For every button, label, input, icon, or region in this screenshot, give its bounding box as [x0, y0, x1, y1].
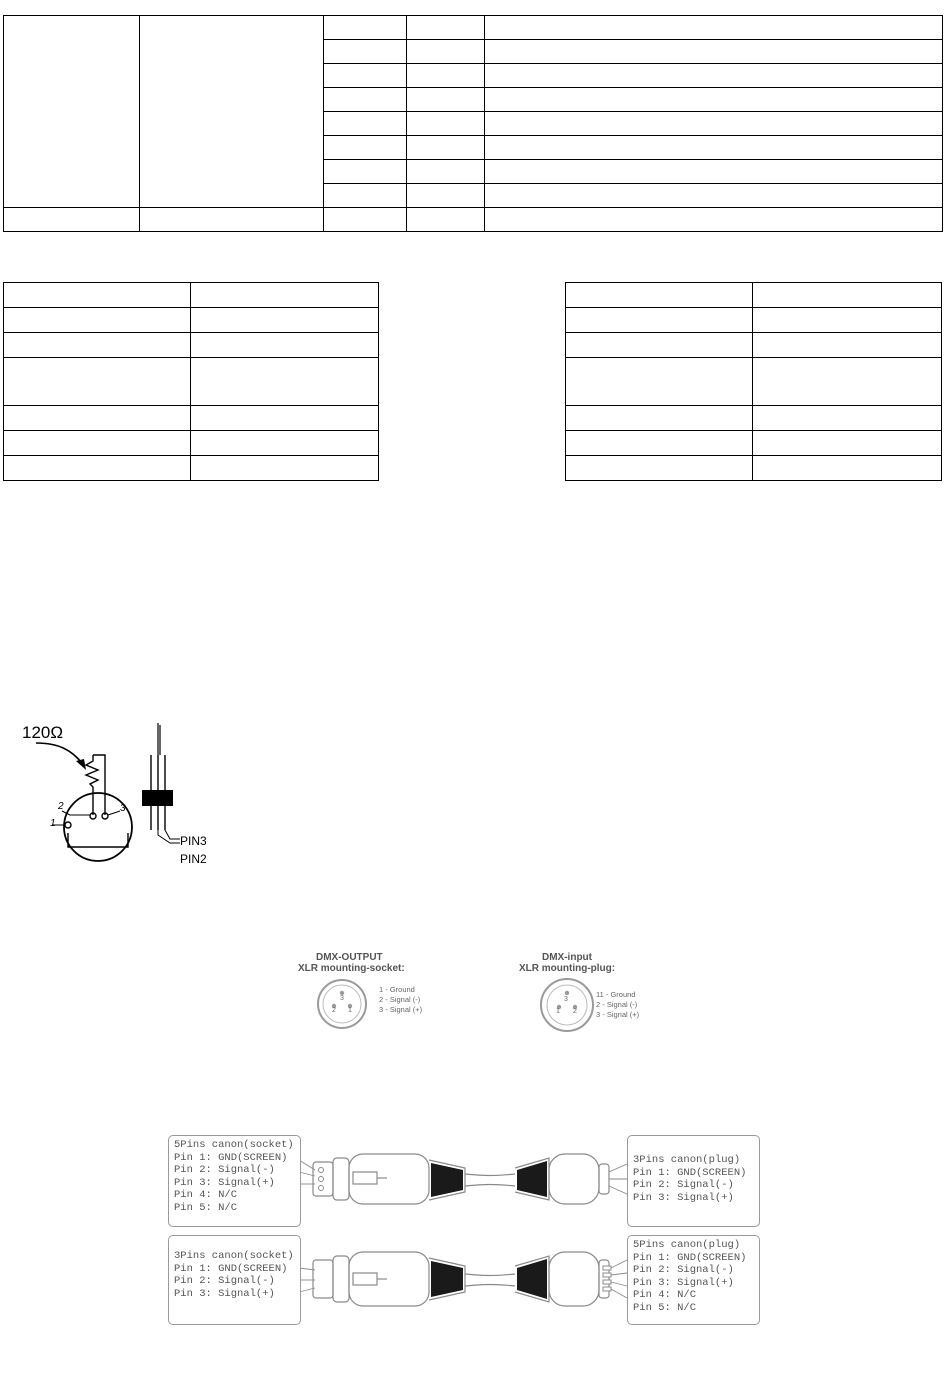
- table-cell: [140, 208, 324, 232]
- dmx-input-title: DMX-input: [542, 952, 592, 963]
- table-row: [566, 308, 942, 333]
- table-cell: [485, 184, 943, 208]
- table-cell: [485, 16, 943, 40]
- table-cell: [566, 308, 753, 333]
- table-row: [4, 208, 943, 232]
- table-cell: [407, 40, 485, 64]
- table-cell: [407, 64, 485, 88]
- cable-label-line: Pin 1: GND(SCREEN): [633, 1251, 747, 1264]
- table-cell: [485, 136, 943, 160]
- output-pin-number: 3: [340, 995, 344, 1002]
- table-cell: [324, 184, 407, 208]
- table-row: [4, 16, 943, 40]
- table-row: [4, 431, 379, 456]
- left-table: [3, 282, 379, 481]
- cable-label-line: Pin 3: Signal(+): [174, 1287, 275, 1300]
- output-pin-number: 1: [348, 1007, 352, 1014]
- table-cell: [324, 16, 407, 40]
- channel-table: [3, 15, 943, 232]
- output-pin-number: 2: [332, 1007, 336, 1014]
- table-cell: [324, 40, 407, 64]
- cable-label-line: 5Pins canon(socket): [174, 1139, 294, 1151]
- cable-label-line: 3Pins canon(socket): [174, 1250, 294, 1262]
- table-cell: [407, 112, 485, 136]
- pin-3-label: 3: [120, 803, 126, 814]
- table-cell: [324, 160, 407, 184]
- table-row: [4, 406, 379, 431]
- table-cell: [407, 136, 485, 160]
- table-cell: [566, 431, 753, 456]
- table-cell: [407, 160, 485, 184]
- cable-label-line: Pin 4: N/C: [174, 1189, 238, 1201]
- table-cell: [4, 208, 140, 232]
- table-cell: [324, 64, 407, 88]
- table-cell: [753, 283, 942, 308]
- table-cell: [4, 16, 140, 208]
- table-cell: [191, 283, 379, 308]
- table-row: [566, 406, 942, 431]
- output-pin-signal-minus: 2 - Signal (-): [379, 995, 421, 1004]
- table-cell: [4, 333, 191, 358]
- table-cell: [324, 208, 407, 232]
- table-cell: [4, 308, 191, 333]
- table-cell: [566, 406, 753, 431]
- input-pin-number: 1: [556, 1008, 560, 1015]
- table-cell: [753, 431, 942, 456]
- table-row: [566, 333, 942, 358]
- table-cell: [753, 308, 942, 333]
- dmx-output-socket: [290, 950, 460, 1030]
- pin-2-label: 2: [58, 801, 64, 812]
- table-cell: [140, 16, 324, 208]
- table-row: [4, 358, 379, 406]
- input-pin-number: 3: [564, 996, 568, 1003]
- resistor-value-label: 120Ω: [22, 723, 64, 742]
- table-row: [4, 456, 379, 481]
- cable-label-line: Pin 3: Signal(+): [633, 1276, 734, 1289]
- dmx-output-subtitle: XLR mounting-socket:: [298, 963, 405, 974]
- table-row: [4, 333, 379, 358]
- table-cell: [753, 406, 942, 431]
- table-cell: [324, 112, 407, 136]
- table-cell: [4, 358, 191, 406]
- table-cell: [4, 431, 191, 456]
- cable-label-line: 3Pins canon(plug): [633, 1154, 741, 1166]
- cable-label-line: Pin 2: Signal(-): [633, 1179, 734, 1191]
- table-cell: [191, 406, 379, 431]
- table-cell: [407, 16, 485, 40]
- table-cell: [753, 333, 942, 358]
- table-cell: [407, 208, 485, 232]
- table-cell: [485, 208, 943, 232]
- table-row: [566, 456, 942, 481]
- output-pin-ground: 1 - Ground: [379, 985, 415, 994]
- table-cell: [324, 136, 407, 160]
- table-row: [566, 358, 942, 406]
- cable-label-line: Pin 3: Signal(+): [174, 1176, 275, 1189]
- table-cell: [753, 456, 942, 481]
- input-pin-ground: 11 - Ground: [596, 990, 636, 999]
- cable-label-line: Pin 5: N/C: [633, 1301, 697, 1314]
- table-cell: [324, 88, 407, 112]
- table-row: [4, 283, 379, 308]
- dmx-output-title: DMX-OUTPUT: [316, 952, 383, 963]
- table-cell: [485, 40, 943, 64]
- dmx-input-subtitle: XLR mounting-plug:: [519, 963, 616, 974]
- input-pin-signal-plus: 3 - Signal (+): [596, 1010, 640, 1019]
- table-cell: [753, 358, 942, 406]
- table-cell: [191, 308, 379, 333]
- pin3-label: PIN3: [180, 834, 207, 848]
- table-cell: [566, 358, 753, 406]
- cable-label-line: Pin 2: Signal(-): [174, 1164, 275, 1176]
- cable-label-line: Pin 3: Signal(+): [633, 1191, 734, 1204]
- table-cell: [566, 283, 753, 308]
- table-cell: [485, 112, 943, 136]
- cable-bottom-right-box: [627, 1235, 760, 1325]
- cable-label-line: Pin 1: GND(SCREEN): [633, 1166, 747, 1179]
- cable-label-line: Pin 2: Signal(-): [174, 1275, 275, 1287]
- table-cell: [566, 456, 753, 481]
- table-cell: [485, 64, 943, 88]
- table-row: [566, 283, 942, 308]
- table-cell: [4, 406, 191, 431]
- table-row: [566, 431, 942, 456]
- output-pin-signal-plus: 3 - Signal (+): [379, 1005, 423, 1014]
- cable-bottom-left-box: [168, 1235, 301, 1325]
- cable-top-left-box: [168, 1135, 301, 1227]
- xlr-socket-icon: [316, 978, 368, 1030]
- cable-label-line: 5Pins canon(plug): [633, 1239, 741, 1251]
- table-cell: [191, 358, 379, 406]
- table-cell: [407, 184, 485, 208]
- cable-label-line: Pin 1: GND(SCREEN): [174, 1262, 288, 1275]
- right-table: [565, 282, 942, 481]
- table-cell: [4, 283, 191, 308]
- dmx-input-plug: [515, 950, 685, 1030]
- terminator-diagram: [20, 715, 220, 875]
- xlr-plug-icon: [539, 977, 595, 1033]
- cable-label-line: Pin 2: Signal(-): [633, 1264, 734, 1276]
- input-pin-number: 2: [573, 1008, 577, 1015]
- table-cell: [407, 88, 485, 112]
- pin-1-label: 1: [50, 818, 56, 829]
- table-cell: [191, 431, 379, 456]
- table-cell: [191, 333, 379, 358]
- adapter-cables-diagram: [165, 1130, 765, 1330]
- table-cell: [566, 333, 753, 358]
- table-row: [4, 308, 379, 333]
- table-cell: [191, 456, 379, 481]
- cable-label-line: Pin 1: GND(SCREEN): [174, 1151, 288, 1164]
- table-cell: [485, 88, 943, 112]
- cable-top-right-box: [627, 1135, 760, 1227]
- table-cell: [485, 160, 943, 184]
- cable-label-line: Pin 4: N/C: [633, 1289, 697, 1301]
- cable-label-line: Pin 5: N/C: [174, 1201, 238, 1214]
- table-cell: [4, 456, 191, 481]
- pin2-label: PIN2: [180, 852, 207, 866]
- input-pin-signal-minus: 2 - Signal (-): [596, 1000, 638, 1009]
